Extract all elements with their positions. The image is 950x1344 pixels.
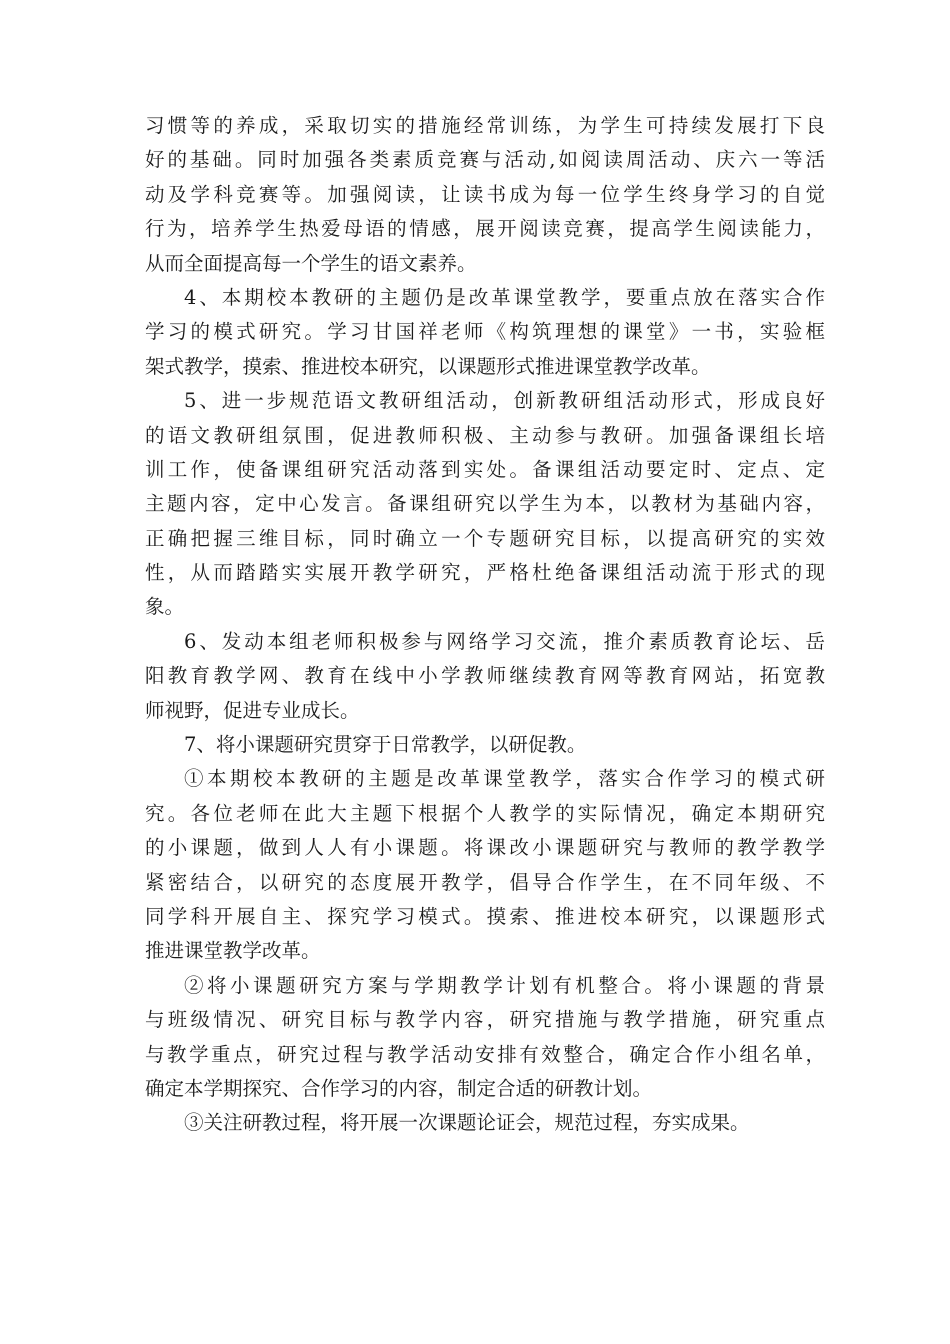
text-line: 究。各位老师在此大主题下根据个人教学的实际情况，确定本期研究	[145, 801, 825, 825]
text-line: 推进课堂教学改革。	[145, 939, 321, 963]
text-line: 同学科开展自主、探究学习模式。摸索、推进校本研究，以课题形式	[145, 904, 825, 928]
text-line: 动及学科竞赛等。加强阅读，让读书成为每一位学生终身学习的自觉	[145, 182, 825, 206]
paragraph-continuation	[145, 109, 825, 281]
text-line: 好的基础。同时加强各类素质竞赛与活动,如阅读周活动、庆六一等活	[145, 148, 825, 172]
text-line: 训工作，使备课组研究活动落到实处。备课组活动要定时、定点、定	[145, 457, 825, 481]
text-line: 阳教育教学网、教育在线中小学教师继续教育网等教育网站，拓宽教	[145, 664, 825, 688]
text-line: 性，从而踏踏实实展开教学研究，严格杜绝备课组活动流于形式的现	[145, 561, 825, 585]
text-line: 习惯等的养成，采取切实的措施经常训练，为学生可持续发展打下良	[145, 114, 825, 137]
text-line: 的小课题，做到人人有小课题。将课改小课题研究与教师的教学教学	[145, 836, 825, 860]
text-line: 师视野，促进专业成长。	[145, 698, 360, 722]
text-line: 象。	[145, 595, 185, 619]
text-line: 与班级情况、研究目标与教学内容，研究措施与教学措施，研究重点	[145, 1008, 825, 1032]
text-line: 正确把握三维目标，同时确立一个专题研究目标，以提高研究的实效	[145, 526, 825, 550]
text-line: ①本期校本教研的主题是改革课堂教学，落实合作学习的模式研	[184, 767, 825, 791]
text-line: 的语文教研组氛围，促进教师积极、主动参与教研。加强备课组长培	[145, 423, 825, 447]
text-line: 学习的模式研究。学习甘国祥老师《构筑理想的课堂》一书，实验框	[145, 320, 825, 344]
text-line: ③关注研教过程，将开展一次课题论证会，规范过程，夯实成果。	[184, 1111, 750, 1135]
text-line: 架式教学，摸索、推进校本研究，以课题形式推进课堂教学改革。	[145, 354, 711, 378]
text-line: 6、发动本组老师积极参与网络学习交流，推介素质教育论坛、岳	[184, 629, 825, 653]
paragraph-4	[145, 281, 825, 384]
document-page	[145, 109, 825, 1141]
text-line: 确定本学期探究、合作学习的内容，制定合适的研教计划。	[145, 1076, 653, 1100]
text-line: 与教学重点，研究过程与教学活动安排有效整合，确定合作小组名单，	[145, 1042, 825, 1066]
paragraph-7-2	[145, 969, 825, 1107]
paragraph-6	[145, 625, 825, 728]
text-line: 4、本期校本教研的主题仍是改革课堂教学，要重点放在落实合作	[184, 285, 825, 309]
text-line: 行为，培养学生热爱母语的情感，展开阅读竞赛，提高学生阅读能力，	[145, 217, 825, 241]
paragraph-7-1	[145, 762, 825, 968]
text-line: 主题内容，定中心发言。备课组研究以学生为本，以教材为基础内容，	[145, 492, 825, 516]
paragraph-7	[145, 728, 825, 762]
paragraph-7-3	[145, 1106, 825, 1140]
text-line: 紧密结合，以研究的态度展开教学，倡导合作学生，在不同年级、不	[145, 870, 825, 894]
text-line: 5、进一步规范语文教研组活动，创新教研组活动形式，形成良好	[184, 389, 825, 413]
paragraph-5	[145, 384, 825, 625]
text-line: ②将小课题研究方案与学期教学计划有机整合。将小课题的背景	[184, 973, 825, 997]
text-line: 7、将小课题研究贯穿于日常教学，以研促教。	[184, 733, 587, 757]
text-line: 从而全面提高每一个学生的语文素养。	[145, 251, 477, 275]
